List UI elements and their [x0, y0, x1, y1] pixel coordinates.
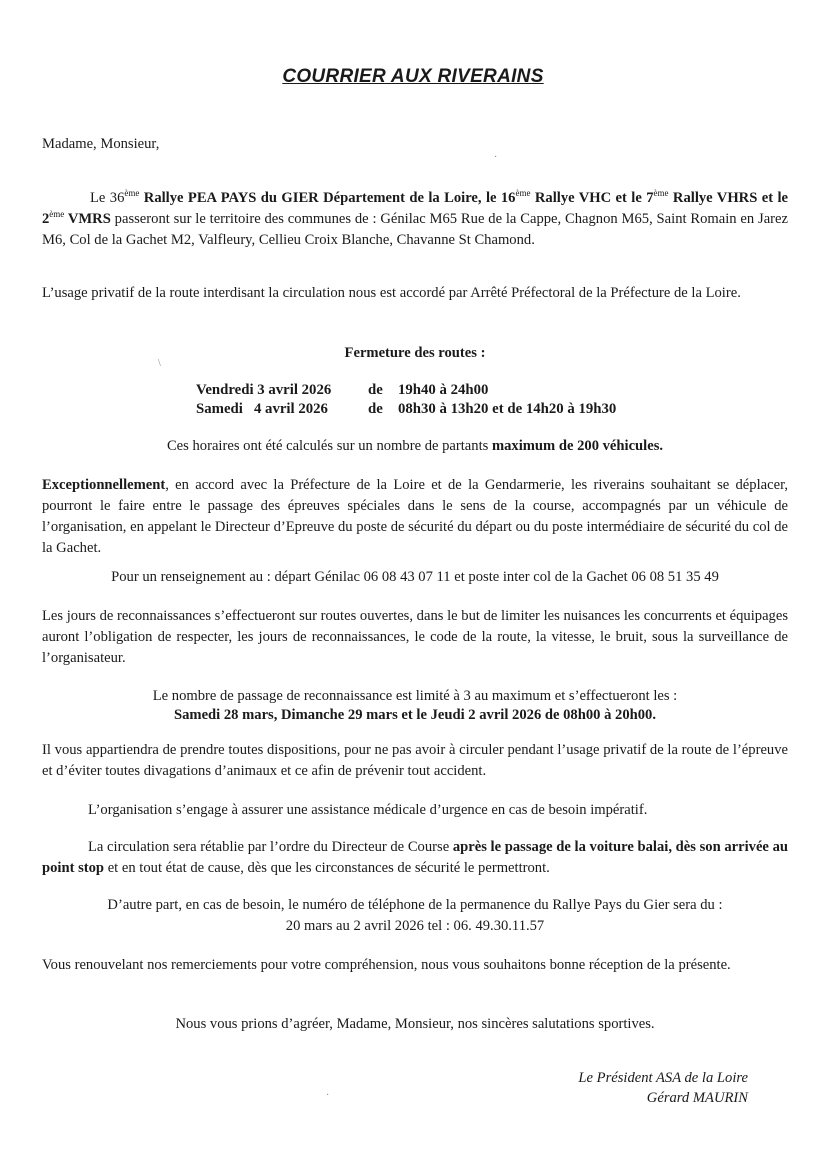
closing-line: Nous vous prions d’agréer, Madame, Monsieur, nos sincères salutations sportives. — [175, 1016, 655, 1032]
phone-line1: D’autre part, en cas de besoin, le numéro de téléphone de la permanence du Rallye Pays du Gier sera du : — [107, 897, 723, 913]
passage-line1: Le nombre de passage de reconnaissance est limité à 3 au maximum et s’effectueront les : — [152, 688, 678, 704]
info-line: Pour un renseignement au : départ Génilac 06 08 43 07 11 et poste inter col de la Gachet 06 08 51 35 49 — [111, 569, 719, 585]
signature-role: Le Président ASA de la Loire — [578, 1070, 748, 1086]
calc-note: Ces horaires ont été calculés sur un nombre de partants maximum de 200 véhicules. — [166, 438, 664, 454]
closure-heading: Fermeture des routes : — [344, 345, 486, 361]
traffic-paragraph: La circulation sera rétablie par l’ordre du Directeur de Course après le passage de la voiture balai, dès son arrivée au point stop et en tout état de cause, dès que les circonstances de sécurité le permettront. — [42, 839, 788, 876]
recon-paragraph: Les jours de reconnaissances s’effectueront sur routes ouvertes, dans le but de limiter les nuisances les concurrents et équipages auront l’obligation de respecter, les jours de reconnaissances, le code de la route, la vitesse, le bruit, sous la surveillance de l’organisateur. — [42, 608, 788, 666]
intro-paragraph: Le 36ème Rallye PEA PAYS du GIER Département de la Loire, le 16ème Rallye VHC et le 7ème Rallye VHRS et le 2ème VMRS passeront sur le territoire des communes de : Génilac M65 Rue de la Cappe, Chagnon M65, Saint Romain en Jarez M6, Col de la Gachet M2, Valfleury, Cellieu Croix Blanche, Chavanne St Chamond. — [42, 188, 789, 248]
usage-paragraph: L’usage privatif de la route interdisant la circulation nous est accordé par Arrêté Préfectoral de la Préfecture de la Loire. — [42, 285, 741, 301]
dispositions-paragraph: Il vous appartiendra de prendre toutes dispositions, pour ne pas avoir à circuler pendant l’usage privatif de la route de l’épreuve et d’éviter toutes divagations d’animaux et ce afin de prévenir tout accident. — [42, 742, 788, 779]
schedule — [196, 381, 616, 419]
exception-paragraph: Exceptionnellement, en accord avec la Préfecture de la Loire et de la Gendarmerie, les riverains souhaitant se déplacer, pourront le faire entre le passage des épreuves spéciales dans le sens de la course, accompagnés par un véhicule de l’organisation, en appelant le Directeur d’Epreuve du poste de sécurité du départ ou du poste intermédiaire de sécurité du col de la Gachet. — [42, 477, 788, 556]
phone-line2: 20 mars au 2 avril 2026 tel : 06. 49.30.11.57 — [285, 918, 545, 934]
medical-line: L’organisation s’engage à assurer une assistance médicale d’urgence en cas de besoin impératif. — [88, 802, 648, 818]
page-title: COURRIER AUX RIVERAINS — [282, 66, 544, 87]
schedule-row: Vendredi 3 avril 2026 de 19h40 à 24h00 — [196, 382, 489, 398]
scan-speck: · — [326, 1090, 330, 1101]
passage-line2: Samedi 28 mars, Dimanche 29 mars et le Jeudi 2 avril 2026 de 08h00 à 20h00. — [174, 707, 656, 723]
scan-speck: · — [494, 152, 498, 163]
signature — [548, 1068, 748, 1108]
scan-speck: \ — [158, 358, 161, 369]
signature-name: Gérard MAURIN — [646, 1090, 748, 1106]
thanks-paragraph: Vous renouvelant nos remerciements pour votre compréhension, nous vous souhaitons bonne réception de la présente. — [42, 957, 731, 973]
schedule-row: Samedi 4 avril 2026 de 08h30 à 13h20 et de 14h20 à 19h30 — [196, 401, 617, 417]
greeting: Madame, Monsieur, — [42, 136, 160, 152]
